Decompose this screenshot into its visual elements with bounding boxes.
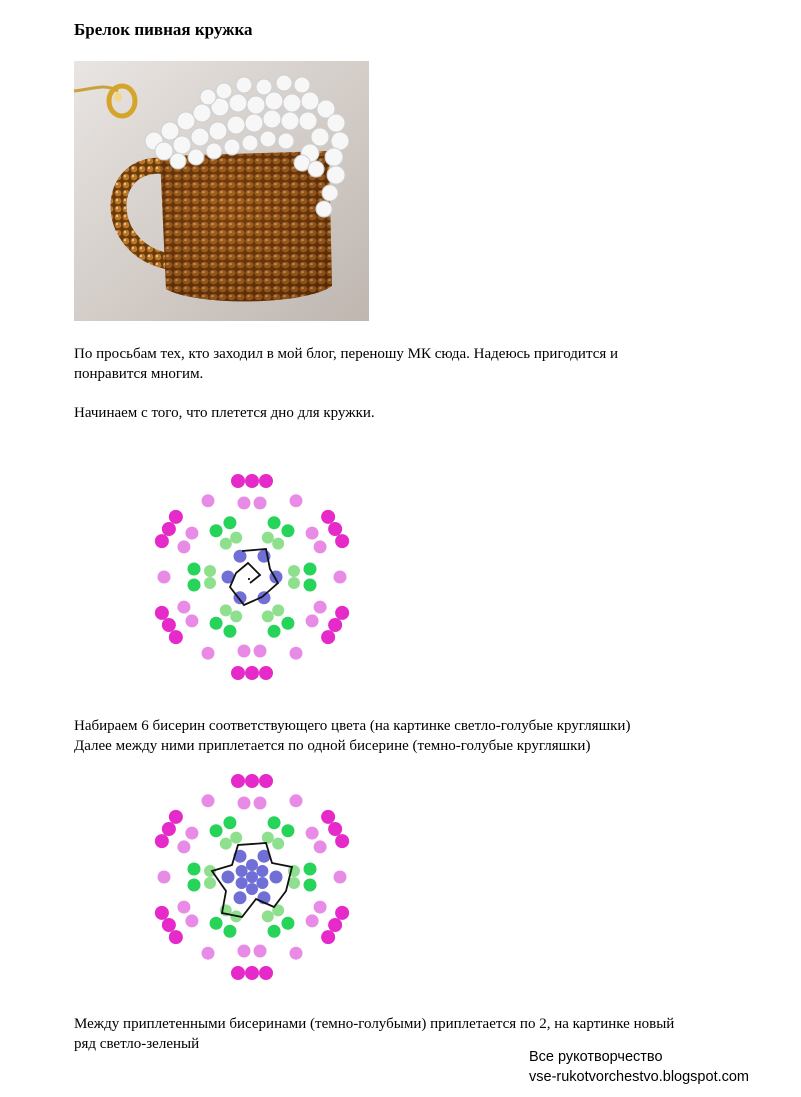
bead-magenta xyxy=(162,522,176,536)
intro-line-1: По просьбам тех, кто заходил в мой блог, переношу МК сюда. Надеюсь пригодится и xyxy=(74,346,619,362)
step-2-line-2: ряд светло-зеленый xyxy=(74,1036,200,1052)
bead-pink xyxy=(185,527,198,540)
bead-green xyxy=(188,579,201,592)
step-1-line-2: Далее между ними приплетается по одной бисерине (темно-голубые кругляшки) xyxy=(74,738,591,754)
bead-light-green xyxy=(262,610,274,622)
bead-pink xyxy=(306,914,319,927)
bead-pink xyxy=(177,840,190,853)
bead-blue xyxy=(236,877,248,889)
bead-pink xyxy=(254,645,267,658)
bead-green xyxy=(223,625,236,638)
intro-text xyxy=(74,344,774,384)
bead-magenta xyxy=(328,618,342,632)
bead-light-green xyxy=(272,538,284,550)
bead-magenta xyxy=(321,510,335,524)
bead-pink xyxy=(334,871,347,884)
bead-blue xyxy=(246,871,258,883)
bead-green xyxy=(210,617,223,630)
bead-magenta xyxy=(155,534,169,548)
bead-pink xyxy=(238,497,251,510)
signature-url[interactable]: vse-rukotvorchestvo.blogspot.com xyxy=(529,1069,750,1085)
bead-pattern-diagram-step-1 xyxy=(140,470,365,685)
bead-pink xyxy=(238,797,251,810)
step-1-line-1: Набираем 6 бисерин соответствующего цвета (на картинке светло-голубые кругляшки) xyxy=(74,718,631,734)
bead-magenta xyxy=(259,474,273,488)
bead-pink xyxy=(202,494,215,507)
bead-blue xyxy=(246,859,258,871)
bead-green xyxy=(188,863,201,876)
bead-light-green xyxy=(262,532,274,544)
step-0-text: Начинаем с того, что плетется дно для кружки. xyxy=(74,405,375,421)
bead-pink xyxy=(306,527,319,540)
bead-light-green xyxy=(204,577,216,589)
bead-light-green xyxy=(288,565,300,577)
bead-pink xyxy=(290,794,303,807)
bead-magenta xyxy=(231,774,245,788)
bead-magenta xyxy=(335,906,349,920)
bead-light-green xyxy=(288,577,300,589)
blog-signature xyxy=(529,1047,749,1087)
bead-pink xyxy=(314,601,327,614)
bead-pink xyxy=(202,947,215,960)
bead-magenta xyxy=(259,666,273,680)
bead-magenta xyxy=(155,606,169,620)
bead-magenta xyxy=(321,810,335,824)
bead-light-green xyxy=(204,877,216,889)
bead-magenta xyxy=(335,606,349,620)
bead-green xyxy=(188,879,201,892)
bead-magenta xyxy=(328,522,342,536)
page-title: Брелок пивная кружка xyxy=(74,20,253,39)
bead-pink xyxy=(254,497,267,510)
bead-green xyxy=(210,824,223,837)
bead-green xyxy=(223,516,236,529)
bead-pink xyxy=(334,571,347,584)
bead-magenta xyxy=(169,930,183,944)
bead-light-green xyxy=(272,838,284,850)
bead-green xyxy=(223,925,236,938)
bead-green xyxy=(210,524,223,537)
bead-pink xyxy=(202,647,215,660)
bead-magenta xyxy=(321,630,335,644)
bead-pattern-diagram-step-2 xyxy=(140,770,365,985)
bead-pink xyxy=(306,827,319,840)
bead-pink xyxy=(238,945,251,958)
bead-light-green xyxy=(220,538,232,550)
bead-green xyxy=(268,625,281,638)
bead-light-green xyxy=(204,565,216,577)
bead-green xyxy=(188,563,201,576)
bead-green xyxy=(268,925,281,938)
bead-magenta xyxy=(259,966,273,980)
bead-magenta xyxy=(169,510,183,524)
bead-magenta xyxy=(231,474,245,488)
beer-mug-keychain-image xyxy=(74,61,369,321)
bead-magenta xyxy=(245,774,259,788)
bead-pink xyxy=(185,827,198,840)
bead-magenta xyxy=(169,630,183,644)
bead-magenta xyxy=(155,906,169,920)
bead-pink xyxy=(158,571,171,584)
bead-pink xyxy=(158,871,171,884)
bead-green xyxy=(304,563,317,576)
bead-green xyxy=(281,917,294,930)
bead-blue xyxy=(246,883,258,895)
bead-blue xyxy=(256,877,268,889)
bead-magenta xyxy=(231,966,245,980)
bead-magenta xyxy=(162,618,176,632)
bead-light-green xyxy=(230,610,242,622)
bead-green xyxy=(281,617,294,630)
bead-magenta xyxy=(231,666,245,680)
bead-pink xyxy=(290,947,303,960)
bead-light-green xyxy=(220,838,232,850)
bead-light-green xyxy=(230,532,242,544)
bead-pink xyxy=(254,797,267,810)
bead-pink xyxy=(202,794,215,807)
step-1-text xyxy=(74,716,774,756)
bead-green xyxy=(281,524,294,537)
bead-green xyxy=(210,917,223,930)
bead-magenta xyxy=(335,534,349,548)
bead-pink xyxy=(177,601,190,614)
bead-green xyxy=(268,516,281,529)
bead-light-green xyxy=(262,832,274,844)
bead-blue xyxy=(234,891,247,904)
bead-blue xyxy=(256,865,268,877)
bead-green xyxy=(268,816,281,829)
bead-magenta xyxy=(245,666,259,680)
bead-pink xyxy=(290,494,303,507)
bead-pink xyxy=(290,647,303,660)
step-2-line-1: Между приплетенными бисеринами (темно-голубыми) приплетается по 2, на картинке новый xyxy=(74,1016,675,1032)
bead-magenta xyxy=(162,822,176,836)
bead-magenta xyxy=(321,930,335,944)
bead-magenta xyxy=(245,966,259,980)
bead-magenta xyxy=(328,822,342,836)
bead-green xyxy=(304,863,317,876)
bead-pink xyxy=(238,645,251,658)
bead-pink xyxy=(185,614,198,627)
bead-green xyxy=(281,824,294,837)
bead-pink xyxy=(185,914,198,927)
bead-pink xyxy=(177,540,190,553)
bead-pink xyxy=(306,614,319,627)
bead-magenta xyxy=(259,774,273,788)
bead-green xyxy=(223,816,236,829)
beer-mug-keychain-photo xyxy=(74,61,369,321)
bead-pink xyxy=(314,540,327,553)
bead-pink xyxy=(314,840,327,853)
bead-green xyxy=(304,879,317,892)
bead-pink xyxy=(254,945,267,958)
bead-light-green xyxy=(220,604,232,616)
bead-magenta xyxy=(245,474,259,488)
bead-magenta xyxy=(162,918,176,932)
bead-blue xyxy=(270,871,283,884)
bead-light-green xyxy=(272,604,284,616)
bead-magenta xyxy=(328,918,342,932)
bead-magenta xyxy=(155,834,169,848)
intro-line-2: понравится многим. xyxy=(74,366,204,382)
bead-light-green xyxy=(230,832,242,844)
bead-magenta xyxy=(335,834,349,848)
bead-pink xyxy=(177,901,190,914)
bead-magenta xyxy=(169,810,183,824)
bead-pink xyxy=(314,901,327,914)
bead-light-green xyxy=(262,910,274,922)
bead-blue xyxy=(222,871,235,884)
bead-blue xyxy=(236,865,248,877)
signature-line-1: Все рукотворчество xyxy=(529,1049,663,1065)
bead-green xyxy=(304,579,317,592)
